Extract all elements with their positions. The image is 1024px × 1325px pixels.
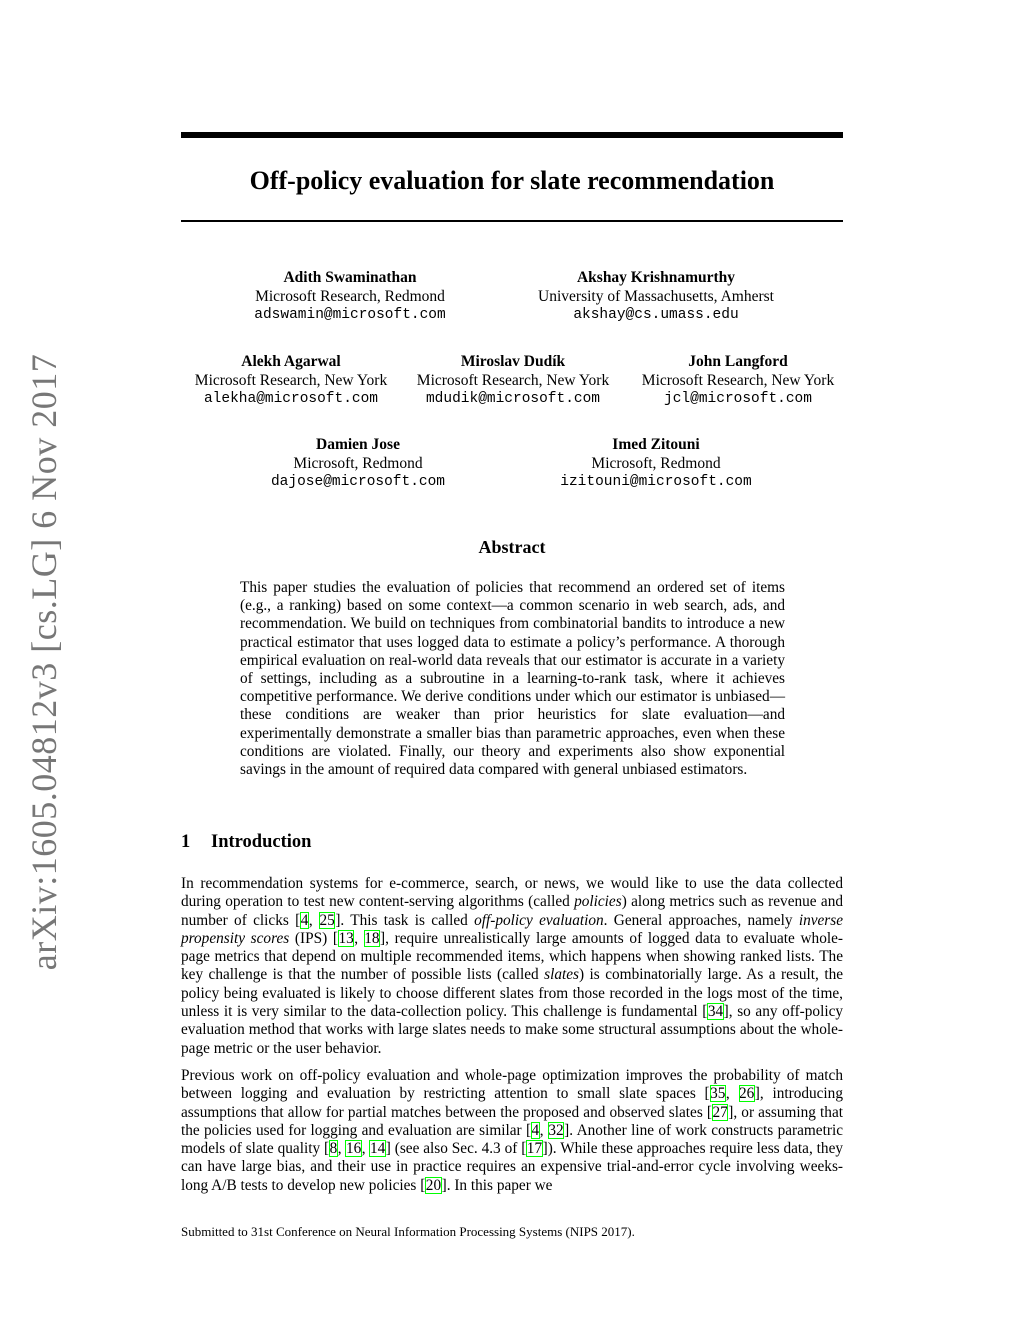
author-email[interactable]: mdudik@microsoft.com: [425, 391, 601, 407]
text-span: (IPS) [: [289, 929, 338, 947]
author-email[interactable]: adswamin@microsoft.com: [254, 307, 446, 323]
citation-link[interactable]: 17: [526, 1140, 543, 1158]
citation-link[interactable]: 4: [531, 1121, 540, 1139]
author-name: Imed Zitouni: [612, 436, 700, 453]
author-name: Akshay Krishnamurthy: [576, 269, 736, 286]
citation-link[interactable]: 32: [548, 1121, 564, 1139]
author-affiliation: Microsoft Research, New York: [416, 371, 610, 389]
text-span: ,: [725, 1085, 739, 1103]
italic-term: policies: [574, 893, 622, 911]
citation-link[interactable]: 14: [369, 1140, 386, 1158]
citation-link[interactable]: 13: [338, 929, 354, 947]
citation-link[interactable]: 34: [707, 1003, 724, 1021]
citation-link[interactable]: 26: [739, 1085, 755, 1103]
author-block: [516, 436, 796, 492]
citation-link[interactable]: 16: [345, 1140, 362, 1158]
author-name: Alekh Agarwal: [241, 353, 341, 370]
text-span: ,: [361, 1140, 370, 1158]
section-heading: [181, 832, 311, 853]
conference-footer: Submitted to 31st Conference on Neural Information Processing Systems (NIPS 2017).: [181, 1224, 635, 1239]
author-affiliation: Microsoft Research, Redmond: [255, 287, 445, 305]
author-name: John Langford: [688, 353, 788, 370]
author-block: [218, 436, 498, 492]
abstract-heading: Abstract: [478, 537, 546, 557]
citation-link[interactable]: 4: [300, 911, 309, 929]
author-block: [516, 269, 796, 325]
author-name: Adith Swaminathan: [283, 269, 417, 286]
citation-link[interactable]: 8: [329, 1140, 338, 1158]
text-span: ], require unrealistically large amounts of logged data to evaluate whole-page metrics that depend on multiple recommended items, which happens when showing ranked lists. The key challenge is that the number of possible lists (called: [181, 929, 843, 984]
text-span: ) along metrics such as revenue and number of clicks [: [181, 893, 843, 929]
author-affiliation: Microsoft, Redmond: [591, 454, 721, 472]
citation-link[interactable]: 18: [364, 929, 380, 947]
text-span: ]. In this paper we: [441, 1176, 553, 1194]
arxiv-identifier-text: arXiv:1605.04812v3 [cs.LG] 6 Nov 2017: [24, 353, 64, 971]
italic-term: off-policy evaluation: [474, 911, 604, 929]
text-span: Previous work on off-policy evaluation and whole-page optimization improves the probability of match between logging and evaluation by restricting attention to small slate spaces [: [181, 1067, 843, 1103]
author-block: [210, 269, 490, 325]
author-email[interactable]: alekha@microsoft.com: [203, 391, 379, 407]
text-span: ,: [337, 1140, 346, 1158]
text-span: ], so any off-policy evaluation method that works with large slates needs to make some structural assumptions about the whole-page metric or the user behavior.: [181, 1003, 844, 1057]
citation-link[interactable]: 25: [319, 911, 335, 929]
text-span: ]. Another line of work constructs parametric models of slate quality [: [181, 1121, 843, 1158]
text-span: ,: [354, 929, 364, 947]
author-email[interactable]: akshay@cs.umass.edu: [573, 307, 739, 323]
author-name: Damien Jose: [316, 436, 400, 453]
italic-term: slates: [544, 966, 579, 984]
citation-link[interactable]: 20: [425, 1176, 442, 1194]
title-bottom-rule: [181, 220, 843, 222]
text-span: ) is combinatorially large. As a result, the policy being evaluated is likely to choose different slates from those recorded in the logs most of the time, unless it is very similar to the data-collection policy. This challenge is fundamental [: [181, 966, 844, 1021]
text-span: ,: [539, 1121, 548, 1139]
text-span: . General approaches, namely: [603, 911, 799, 929]
text-span: ] (see also Sec. 4.3 of [: [385, 1140, 527, 1158]
text-span: ], or assuming that the policies used for logging and evaluation are similar [: [181, 1103, 843, 1139]
text-span: ,: [308, 911, 320, 929]
author-affiliation: University of Massachusetts, Amherst: [538, 287, 774, 305]
text-span: ]. This task is called: [335, 911, 475, 929]
author-affiliation: Microsoft Research, New York: [641, 371, 835, 389]
citation-link[interactable]: 35: [710, 1085, 726, 1103]
author-block: [598, 353, 878, 409]
text-span: ]). While these approaches require less data, they can have large bias, and their use in practice requires an expensive trial-and-error cycle involving weeks-long A/B tests to develop new policies [: [181, 1140, 844, 1194]
paper-title: Off-policy evaluation for slate recommendation: [249, 166, 775, 195]
text-span: In recommendation systems for e-commerce, search, or news, we would like to use the data collected during operation to test new content-serving algorithms (called: [181, 875, 843, 911]
author-name: Miroslav Dudík: [460, 353, 566, 370]
author-email[interactable]: jcl@microsoft.com: [664, 391, 812, 407]
intro-paragraph: [181, 875, 843, 1058]
author-email[interactable]: izitouni@microsoft.com: [560, 474, 752, 490]
section-title: Introduction: [211, 832, 312, 852]
text-span: ], introducing assumptions that allow for partial matches between the proposed and observed slates [: [181, 1085, 843, 1121]
author-affiliation: Microsoft, Redmond: [293, 454, 423, 472]
author-email[interactable]: dajose@microsoft.com: [270, 474, 446, 490]
title-top-rule: [181, 132, 843, 138]
author-affiliation: Microsoft Research, New York: [194, 371, 388, 389]
abstract-text: This paper studies the evaluation of policies that recommend an ordered set of items (e.g., a ranking) based on some context—a common scenario in web search, ads, and recommendation. We build on techniques from combinatorial bandits to introduce a new practical estimator that uses logged data to estimate a policy’s performance. A thorough empirical evaluation on real-world data reveals that our estimator is accurate in a variety of settings, including as a subroutine in a learning-to-rank task, where it achieves competitive performance. We derive conditions under which our estimator is unbiased—these conditions are weaker than prior heuristics for slate evaluation—and experimentally demonstrate a smaller bias than parametric approaches, even when these conditions are violated. Finally, our theory and experiments also show exponential savings in the amount of required data compared with general unbiased estimators.: [240, 579, 785, 779]
intro-paragraph: [181, 1067, 843, 1195]
italic-term: inverse propensity scores: [181, 911, 844, 947]
citation-link[interactable]: 27: [712, 1103, 728, 1121]
section-number: 1: [181, 832, 191, 852]
